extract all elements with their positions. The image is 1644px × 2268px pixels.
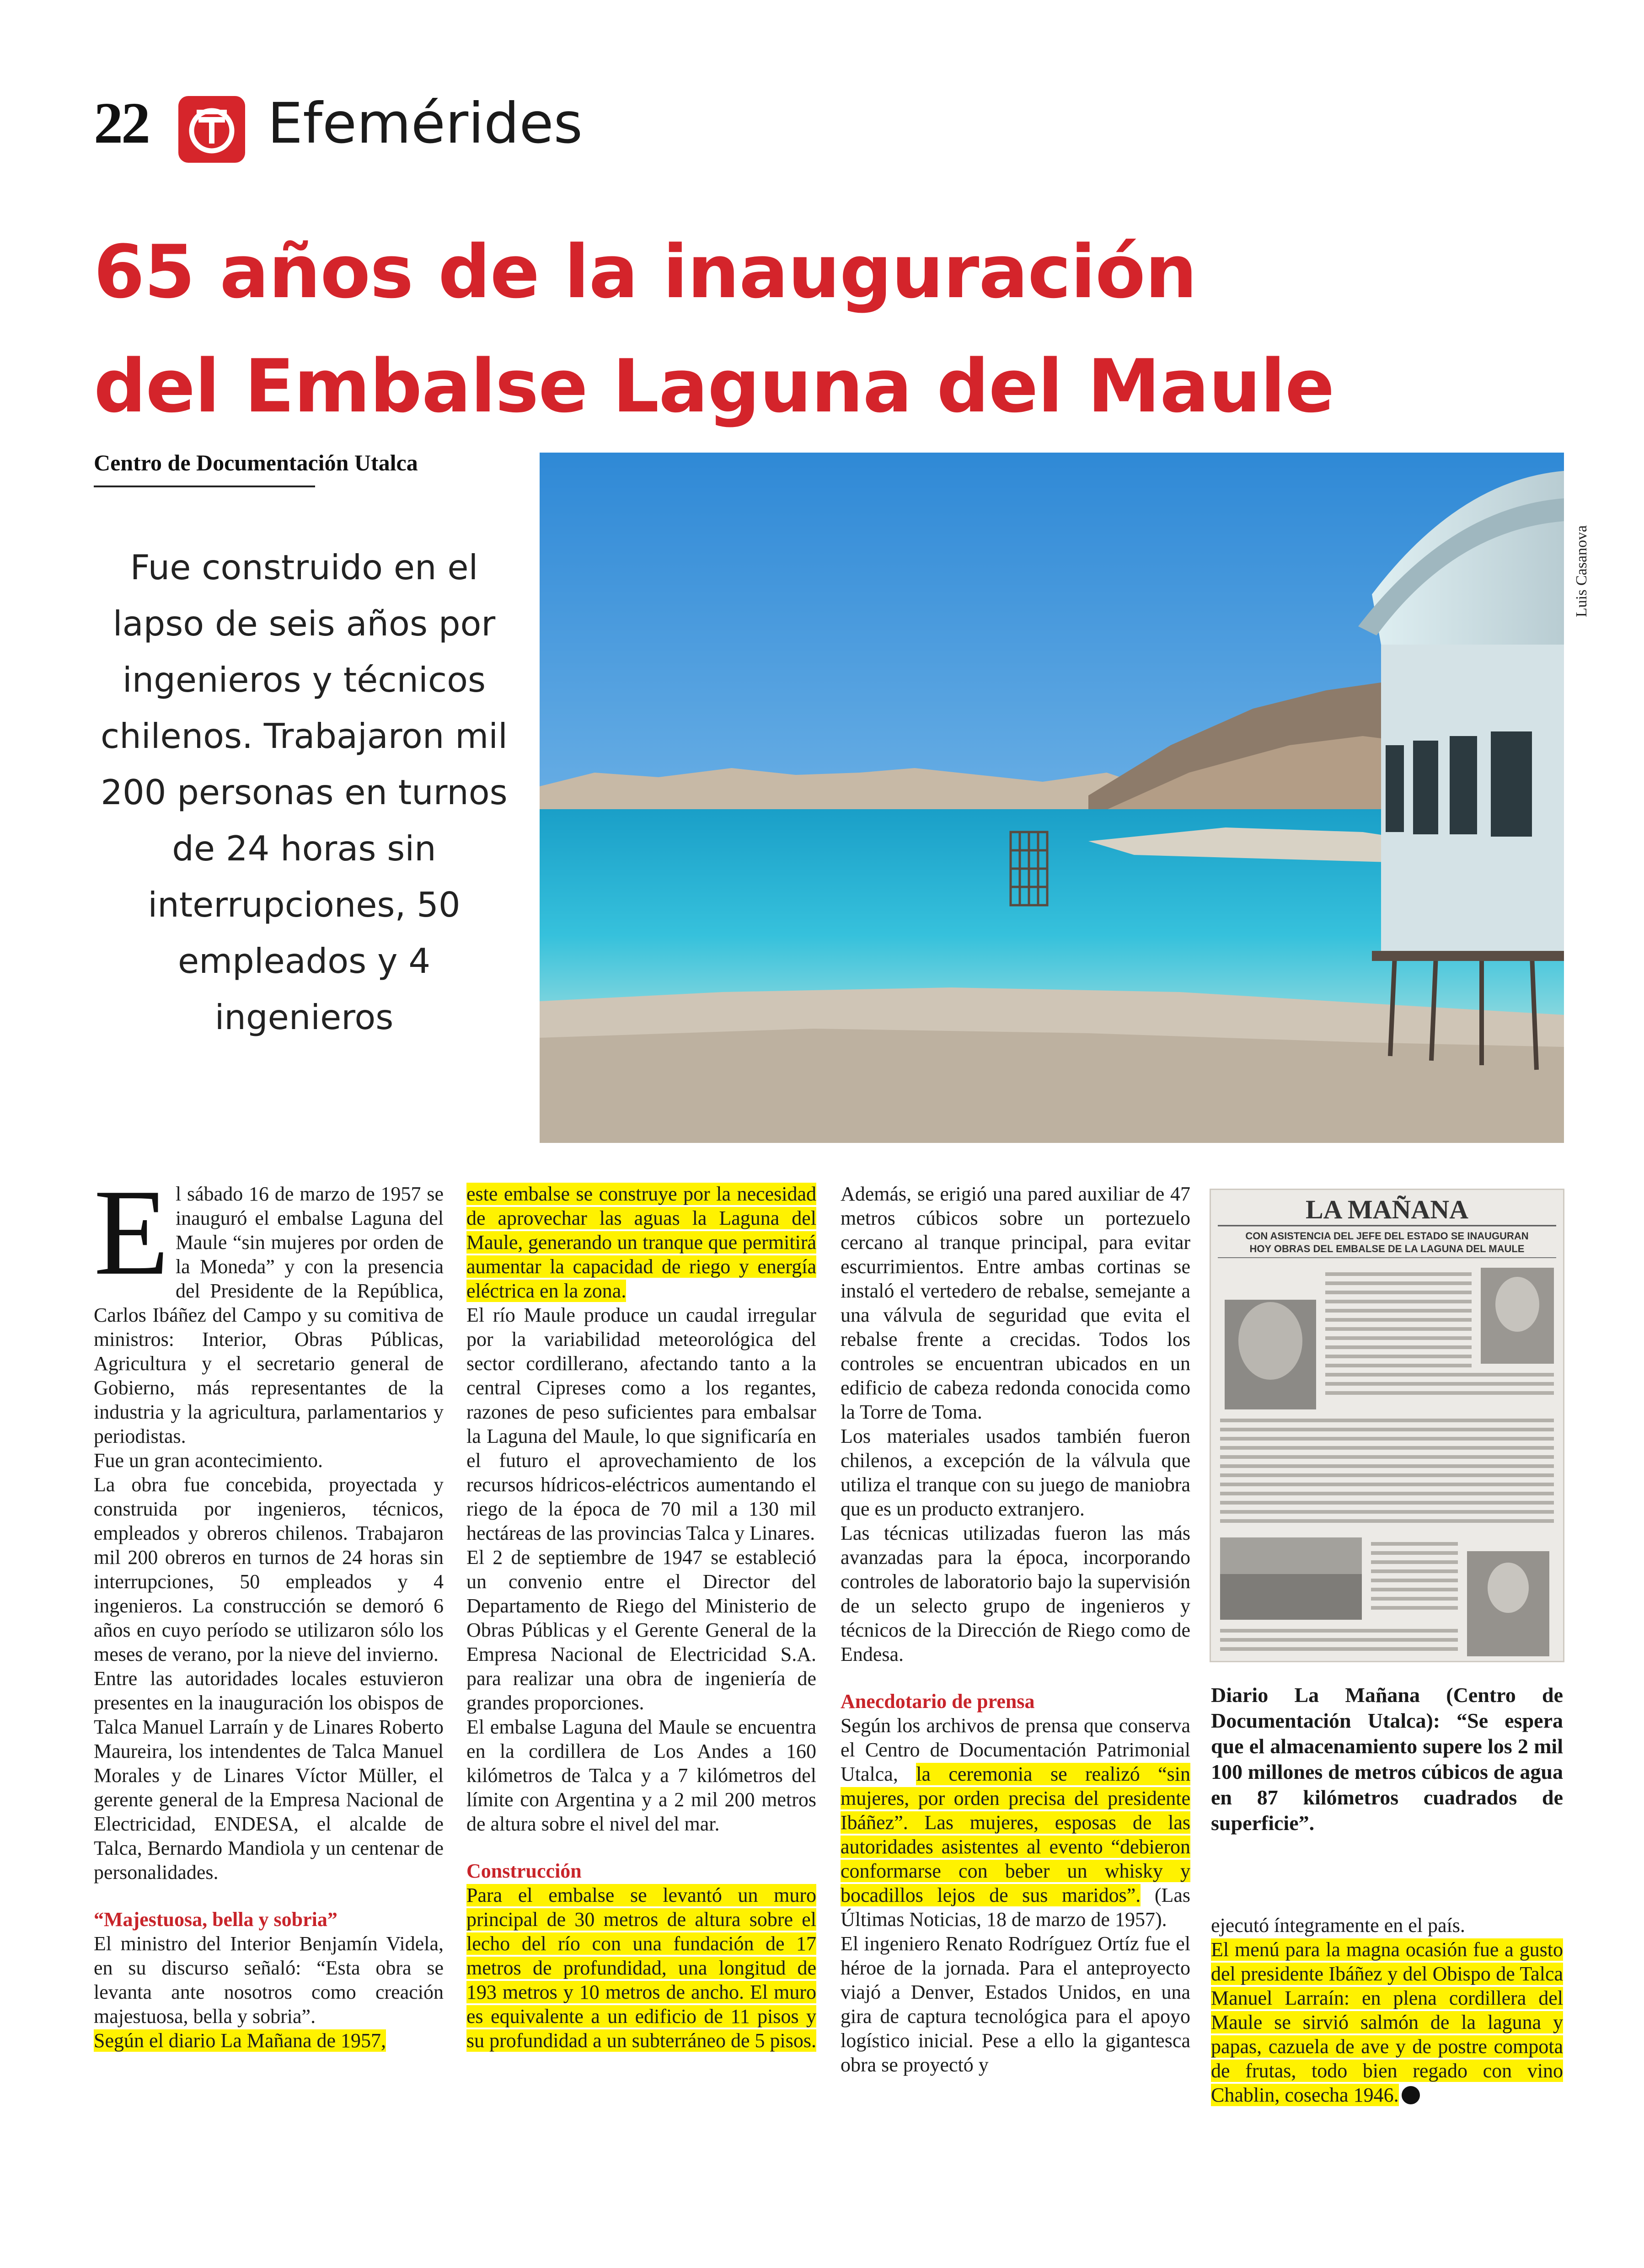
col3-paragraph-5: El ingeniero Renato Rodríguez Ortíz fue el héroe de la jornada. Para el anteproyecto viajó a Denver, Estados Unidos, en una gira de captura tecnológica para el apoyo logístico inicial. Pese a ello la gigantesca obra se proyectó y — [841, 1932, 1190, 2076]
col1-paragraph-1: l sábado 16 de marzo de 1957 se inauguró el embalse Laguna del Maule “sin mujeres por orden de la Moneda” y con la presencia del Presidente de la República, Carlos Ibáñez del Campo y su comitiva de ministros: Interior, Obras Públicas, Agricultura y el secretario general de Gobierno, más representantes de la industria y la agricultura, parlamentarios y periodistas. — [94, 1183, 444, 1447]
column-1 — [94, 1164, 444, 2053]
column-2 — [466, 1182, 816, 2053]
reservoir-photo — [540, 453, 1564, 1143]
column-4 — [1211, 1913, 1563, 2107]
photo-credit-text: Luis Casanova — [1573, 525, 1590, 617]
clipping-caption: Diario La Mañana (Centro de Documentación Utalca): “Se espera que el almacenamiento supere los 2 mil 100 millones de metros cúbicos de agua en 87 kilómetros cuadrados de superficie”. — [1211, 1683, 1563, 1835]
col4-paragraph-1: ejecutó íntegramente en el país. — [1211, 1914, 1465, 1937]
newspaper-clipping-image — [1210, 1189, 1564, 1662]
col3-paragraph-4-end: (Las Últimas Noticias, 18 de marzo de 1957). — [841, 1884, 1191, 1931]
section-title: Efemérides — [268, 91, 583, 156]
col3-paragraph-2: Los materiales usados también fueron chilenos, a excepción de la válvula que utiliza el tranque con su juego de maniobra que es un producto extranjero. — [841, 1425, 1190, 1520]
col3-paragraph-4-start: Según los archivos de prensa que conserva el Centro de Documentación Patrimonial Utalca, — [841, 1714, 1190, 1785]
col2-paragraph-3: El 2 de septiembre de 1947 se estableció un convenio entre el Director del Departamento de Riego del Ministerio de Obras Públicas y el Gerente General de la Empresa Nacional de Electricidad S.A. para realizar una obra de ingeniería de grandes proporciones. — [466, 1546, 816, 1714]
col2-paragraph-2: El río Maule produce un caudal irregular por la variabilidad meteorológica del sector cordillerano, afectando tanto a la central Cipreses como a los regantes, razones de peso suficientes para embalsar la Laguna del Maule, lo que significaría en el futuro el aprovechamiento de los recursos hídricos-eléctricos aumentando el riego de la época de 70 mil a 130 mil hectáreas de las provincias Talca y Linares. — [466, 1304, 816, 1544]
col2-highlight-1: este embalse se construye por la necesidad de aprovechar las aguas la Laguna del Maule, generando un tranque que permitirá aumentar la capacidad de riego y energía eléctrica en la zona. — [466, 1183, 816, 1302]
end-of-article-icon — [1402, 2086, 1420, 2104]
col1-highlight: Según el diario La Mañana de 1957, — [94, 2029, 386, 2052]
column-3 — [841, 1182, 1190, 2077]
drop-cap: E — [94, 1164, 169, 1301]
clipping-headline-a: CON ASISTENCIA DEL JEFE DEL ESTADO SE INAUGURAN — [1245, 1230, 1529, 1242]
headline-line-2: del Embalse Laguna del Maule — [94, 343, 1334, 429]
col1-paragraph-4: Entre las autoridades locales estuvieron presentes en la inauguración los obispos de Talca Manuel Larraín y de Linares Roberto Maureira, los intendentes de Talca Manuel Morales y de Linares Víctor Müller, el gerente general de la Empresa Nacional de Electricidad, ENDESA, el alcalde de Talca, Bernardo Mandiola y un centenar de personalidades. — [94, 1667, 444, 1884]
col3-paragraph-4 — [841, 1713, 1190, 1932]
subheading-anecdotario: Anecdotario de prensa — [841, 1690, 1035, 1713]
col4-highlight: El menú para la magna ocasión fue a gusto del presidente Ibáñez y del Obispo de Talca Manuel Larraín: en plena cordillera del Maule se sirvió salmón de la laguna y papas, cazuela de ave y de postre compota de frutas, todo bien regado con vino Chablin, cosecha 1946. — [1211, 1938, 1563, 2106]
col3-paragraph-3: Las técnicas utilizadas fueron las más avanzadas para la época, incorporando controles de laboratorio bajo la supervisión de un selecto grupo de ingenieros y técnicos de la Dirección de Riego como de Endesa. — [841, 1522, 1190, 1665]
subheading-construccion: Construcción — [466, 1860, 582, 1882]
col3-highlight: la ceremonia se realizó “sin mujeres, por orden precisa del presidente Ibáñez”. Las mujeres, esposas de las autoridades asistentes al evento “debieron conformarse con beber un whisky y bocadillos lejos de sus maridos”. — [841, 1763, 1190, 1906]
subheading-majestuosa: “Majestuosa, bella y sobria” — [94, 1908, 337, 1931]
byline: Centro de Documentación Utalca — [94, 450, 418, 475]
page-number: 22 — [94, 91, 149, 155]
col2-highlight-2: Para el embalse se levantó un muro principal de 30 metros de altura sobre el lecho del río con una fundación de 17 metros de profundidad, una longitud de 193 metros y 10 metros de ancho. El muro es equivalente a un edificio de 11 pisos y su profundidad a un subterráneo de 5 pisos. — [466, 1884, 816, 2052]
clipping-headline-b: HOY OBRAS DEL EMBALSE DE LA LAGUNA DEL MAULE — [1249, 1243, 1525, 1254]
col2-paragraph-4: El embalse Laguna del Maule se encuentra en la cordillera de Los Andes a 160 kilómetros de Talca y a 7 kilómetros del límite con Argentina y a 2 mil 200 metros de altura sobre el nivel del mar. — [466, 1716, 816, 1835]
col1-paragraph-3: La obra fue concebida, proyectada y construida por ingenieros, técnicos, empleados y obreros chilenos. Trabajaron mil 200 obreros en turnos de 24 horas sin interrupciones, 50 empleados y 4 ingenieros. La construcción se demoró 6 años en cuyo período se utilizaron sólo los meses de verano, por la nieve del invierno. — [94, 1473, 444, 1665]
deck-summary: Fue construido en el lapso de seis años por ingenieros y técnicos chilenos. Trabajaron mil 200 personas en turnos de 24 horas sin interrupciones, 50 empleados y 4 ingenieros — [101, 547, 508, 1037]
clipping-masthead: LA MAÑANA — [1305, 1195, 1469, 1224]
newspaper-logo-icon — [178, 96, 245, 163]
col1-paragraph-2: Fue un gran acontecimiento. — [94, 1449, 323, 1472]
byline-rule — [94, 486, 315, 487]
col1-paragraph-5: El ministro del Interior Benjamín Videla, en su discurso señaló: “Esta obra se levanta ante nosotros como creación majestuosa, bella y sobria”. — [94, 1932, 444, 2028]
headline — [94, 215, 1603, 443]
photo-credit — [1573, 485, 1596, 622]
headline-line-1: 65 años de la inauguración — [94, 229, 1197, 315]
col3-paragraph-1: Además, se erigió una pared auxiliar de 47 metros cúbicos sobre un portezuelo cercano al tranque principal, para evitar escurrimientos. Entre ambas cortinas se instaló el vertedero de rebalse, semejante a una válvula de seguridad que evita el rebalse frente a crecidas. Todos los controles se encuentran ubicados en un edificio de cabeza redonda conocida como la Torre de Toma. — [841, 1183, 1190, 1423]
